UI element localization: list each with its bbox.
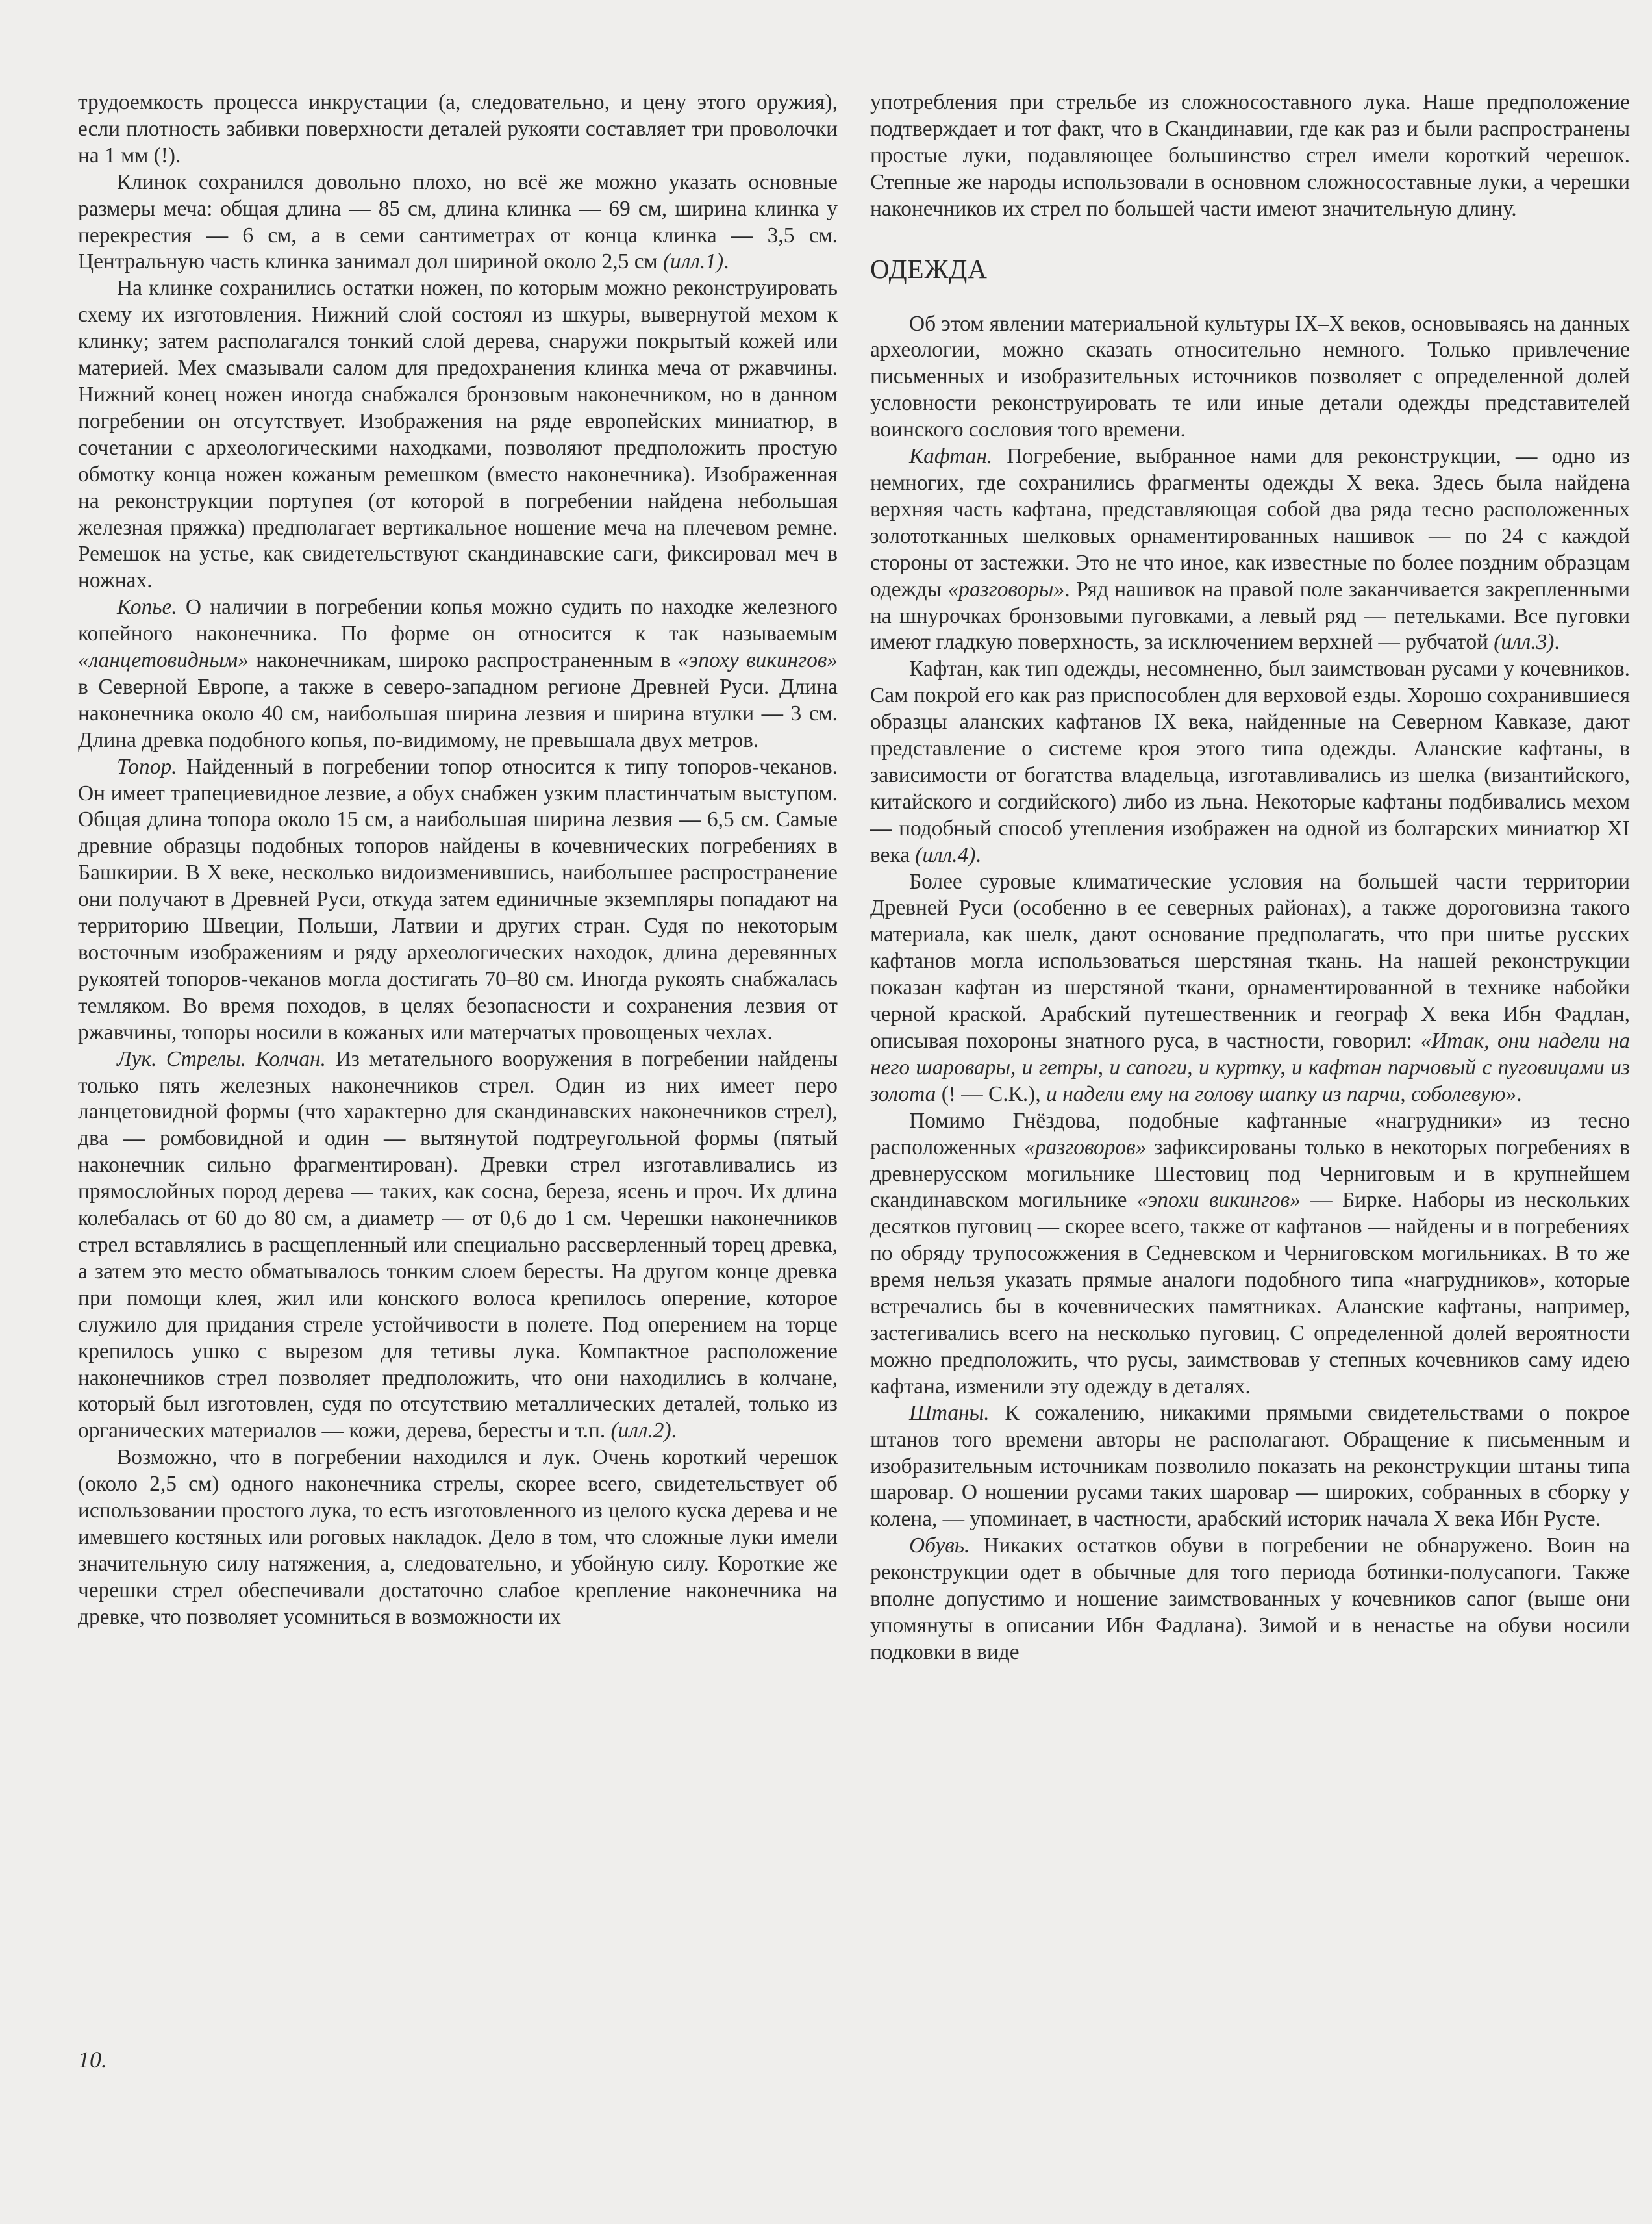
run-in-heading: Топор. — [117, 754, 177, 779]
text: Кафтан, как тип одежды, несомненно, был заимствован русами у кочевников. Сам покрой его как раз приспособлен для верховой езды. Хорошо сохранившиеся образцы аланских кафтанов IX века, найденные на Северном Кавказе, дают представление о системе кроя этого типа одежды. Аланские кафтаны, в зависимости от богатства владельца, изготавливались из шелка (византийского, китайского и согдийского) либо из льна. Некоторые кафтаны подбивались мехом — подобный способ утепления изображен на одной из болгарских миниатюр XI века — [870, 657, 1630, 867]
text: На клинке сохранились остатки ножен, по которым можно реконструировать схему их изготовления. Нижний слой состоял из шкуры, вывернутой мехом к клинку; затем располагался тонкий слой дерева, снаружи покрытый кожей или материей. Мех смазывали салом для предохранения клинка меча от ржавчины. Нижний конец ножен иногда снабжался бронзовым наконечником, но в данном погребении он отсутствует. Изображения на ряде европейских миниатюр, в сочетании с археологическими находками, позволяют предположить простую обмотку конца ножен кожаным ремешком (вместо наконечника). Изображенная на реконструкции портупея (от которой в погребении найдена небольшая железная пряжка) предполагает вертикальное ношение меча на плечевом ремне. Ремешок на устье, как свидетельствуют скандинавские саги, фиксировал меч в ножнах. — [78, 276, 838, 593]
paragraph-bow-continuation — [870, 90, 1630, 223]
text: Из метательного вооружения в погребении найдены только пять железных наконечников стрел. Один из них имеет перо ланцетовидной формы (что характерно для скандинавских наконечников стрел), два — ромбовидной и один — вытянутой подтреугольной формы (пятый наконечник сильно фрагментирован). Древки стрел изготавливались из прямослойных пород дерева — таких, как сосна, береза, ясень и проч. Их длина колебалась от 60 до 80 см, а диаметр — от 0,6 до 1 см. Черешки наконечников стрел вставлялись в расщепленный или специально рассверленный торец древка, а затем это место обматывалось тонким слоем бересты. На другом конце древка при помощи клея, жил или конского волоса крепилось оперение, которое служило для придания стреле устойчивости в полете. Под оперением на торце крепилось ушко с вырезом для тетивы лука. Компактное расположение наконечников стрел позволяет предположить, что они находились в колчане, который был изготовлен, судя по отсутствию металлических деталей, только из органических материалов — кожи, дерева, бересты и т.п. — [78, 1046, 838, 1443]
text: . — [1554, 630, 1560, 655]
text: Погребение, выбранное нами для реконструкции, — одно из немногих, где сохранились фрагменты одежды X века. Здесь была найдена верхняя часть кафтана, представляющая собой два ряда тесно расположенных золототканных шелковых орнаментированных нашивок — по 24 с каждой стороны от застежки. Это не что иное, как известные по более поздним образцам одежды — [870, 444, 1630, 601]
text: . Ряд нашивок на правой поле заканчивается закрепленными на шнурочках бронзовыми пуговками, а левый ряд — петельками. Все пуговки имеют гладкую поверхность, за исключением верхней — рубчатой — [870, 577, 1631, 655]
text: . — [671, 1419, 677, 1443]
text: К сожалению, никакими прямыми свидетельствами о покрое штанов того времени авторы не располагают. Обращение к письменным и изобразительным источникам позволило показать на реконструкции штаны типа шаровар. О ношении русами таких шаровар — широких, собранных в сборку у колена, — упоминает, в частности, арабский историк начала X века Ибн Русте. — [870, 1400, 1630, 1532]
run-in-heading: Обувь. — [909, 1534, 970, 1558]
term: «эпоху викингов» — [677, 648, 838, 673]
run-in-heading: Штаны. — [909, 1400, 990, 1425]
section-heading-clothing: ОДЕЖДА — [870, 253, 988, 284]
text: — Бирке. Наборы из нескольких десятков пуговиц — скорее всего, также от кафтанов — найдены и в погребениях по обряду трупосожжения в Седневском и Черниговском могильниках. В то же время нельзя указать прямые аналоги подобного типа «нагрудников», которые встречались бы в кочевнических памятниках. Аланские кафтаны, например, застегивались всего на несколько пуговиц. С определенной долей вероятности можно предположить, что русы, заимствовав у степных кочевников саму идею кафтана, изменили эту одежду в деталях. — [870, 1188, 1631, 1398]
text: Клинок сохранился довольно плохо, но всё же можно указать основные размеры меча: общая длина — 85 см, длина клинка — 69 см, ширина клинка у перекрестия — 6 см, а в семи сантиметрах от конца клинка — 3,5 см. Центральную часть клинка занимал дол шириной около 2,5 см — [78, 170, 838, 274]
text: О наличии в погребении копья можно судить по находке железного копейного наконечника. По форме он относится к так называемым — [78, 595, 838, 646]
paragraph-blade — [78, 170, 838, 276]
right-column — [870, 90, 1630, 1666]
run-in-heading: Копье. — [117, 595, 177, 620]
illustration-ref: (илл.3) — [1494, 630, 1555, 655]
quotation: и надели ему на голову шапку из парчи, соболевую» — [1046, 1081, 1517, 1106]
page-number: 10. — [78, 2047, 107, 2073]
paragraph-clothing-intro — [870, 311, 1630, 444]
term: «разговоров» — [1024, 1135, 1147, 1159]
paragraph-bow — [78, 1445, 838, 1630]
illustration-ref: (илл.2) — [610, 1419, 671, 1443]
paragraph-bow-arrows-quiver — [78, 1046, 838, 1445]
paragraph-trousers — [870, 1400, 1630, 1534]
paragraph-spear — [78, 594, 838, 753]
text: зафиксированы только в некоторых погребениях в древнерусском могильнике Шестовиц под Черниговым и в крупнейшем скандинавском могильнике — [870, 1135, 1630, 1213]
term: «эпохи викингов» — [1136, 1188, 1301, 1213]
text: Помимо Гнёздова, подобные кафтанные «нагрудники» из тесно расположенных — [870, 1108, 1630, 1159]
left-column — [78, 90, 838, 1631]
text: употребления при стрельбе из сложносоставного лука. Наше предположение подтверждает и тот факт, что в Скандинавии, где как раз и были распространены простые луки, подавляющее большинство стрел имели короткий черешок. Степные же народы использовали в основном сложносоставные луки, а черешки наконечников их стрел по большей части имеют значительную длину. — [870, 90, 1630, 221]
text: в Северной Европе, а также в северо-западном регионе Древней Руси. Длина наконечника около 40 см, наибольшая ширина лезвия и ширина втулки — 3 см. Длина древка подобного копья, по-видимому, не превышала двух метров. — [78, 674, 838, 752]
term: «ланцетовидным» — [78, 648, 249, 673]
paragraph-footwear — [870, 1533, 1630, 1666]
paragraph-scabbard — [78, 275, 838, 594]
run-in-heading: Кафтан. — [909, 444, 993, 469]
paragraph-kaftan — [870, 444, 1630, 656]
text: Об этом явлении материальной культуры IX–X веков, основываясь на данных археологии, можно сказать относительно немного. Только привлечение письменных и изобразительных источников позволяет с определенной долей условности реконструировать те или иные детали одежды представителей воинского сословия того времени. — [870, 311, 1630, 442]
paragraph-axe — [78, 754, 838, 1046]
text: наконечникам, широко распространенным в — [248, 648, 678, 673]
text: . — [975, 842, 981, 867]
term: «разговоры» — [947, 577, 1065, 601]
text: . — [1516, 1081, 1522, 1106]
paragraph-kaftan-wool — [870, 869, 1630, 1108]
text: Более суровые климатические условия на большей части территории Древней Руси (особенно в ее северных районах), а также дороговизна такого материала, как шелк, дают основание предполагать, что при шитье русских кафтанов могла использоваться шерстяная ткань. На нашей реконструкции показан кафтан из шерстяной ткани, орнаментированной в технике набойки черной краской. Арабский путешественник и географ X века Ибн Фадлан, описывая похороны знатного руса, в частности, говорил: — [870, 869, 1630, 1053]
text: Возможно, что в погребении находился и лук. Очень короткий черешок (около 2,5 см) одного наконечника стрелы, скорее всего, свидетельствует об использовании простого лука, то есть изготовленного из целого куска дерева и не имевшего костяных или роговых накладок. Дело в том, что сложные луки имели значительную силу натяжения, а, следовательно, и убойную силу. Короткие же черешки стрел обеспечивали достаточно слабое крепление наконечника на древке, что позволяет усомниться в возможности их — [78, 1445, 838, 1629]
text: Найденный в погребении топор относится к типу топоров-чеканов. Он имеет трапециевидное лезвие, а обух снабжен узким пластинчатым выступом. Общая длина топора около 15 см, а наибольшая ширина лезвия — 6,5 см. Самые древние образцы подобных топоров найдены в кочевнических погребениях в Башкирии. В X веке, несколько видоизменившись, наибольшее распространение они получают в Древней Руси, откуда затем единичные экземпляры попадают на территорию Швеции, Польши, Латвии и других стран. Судя по некоторым восточным изображениям и ряду археологических находок, длина деревянных рукоятей топоров-чеканов могла достигать 70–80 см. Иногда рукоять снабжалась темляком. Во время походов, в целях безопасности и сохранения лезвия от ржавчины, топоры носили в кожаных или матерчатых провощеных чехлах. — [78, 754, 838, 1044]
illustration-ref: (илл.4) — [915, 842, 976, 867]
text: (! — С.К.), — [936, 1081, 1047, 1106]
illustration-ref: (илл.1) — [663, 249, 724, 274]
text: Никаких остатков обуви в погребении не обнаружено. Воин на реконструкции одет в обычные для того периода ботинки-полусапоги. Также вполне допустимо и ношение заимствованных у кочевников сапог (выше они упомянуты в описании Ибн Фадлана). Зимой и в ненастье на обуви носили подковки в виде — [870, 1534, 1630, 1664]
paragraph-kaftan-analogs — [870, 1108, 1630, 1400]
text: трудоемкость процесса инкрустации (а, следовательно, и цену этого оружия), если плотность забивки поверхности деталей рукояти составляет три проволочки на 1 мм (!). — [78, 90, 838, 168]
quotation: «Итак, они надели на него шаровары, и гетры, и сапоги, и куртку, и кафтан парчовый с пуговицами из золота — [870, 1029, 1630, 1106]
text: . — [723, 249, 729, 274]
paragraph-inlay-continuation — [78, 90, 838, 170]
run-in-heading: Лук. Стрелы. Колчан. — [117, 1046, 326, 1071]
paragraph-kaftan-origin — [870, 656, 1630, 868]
